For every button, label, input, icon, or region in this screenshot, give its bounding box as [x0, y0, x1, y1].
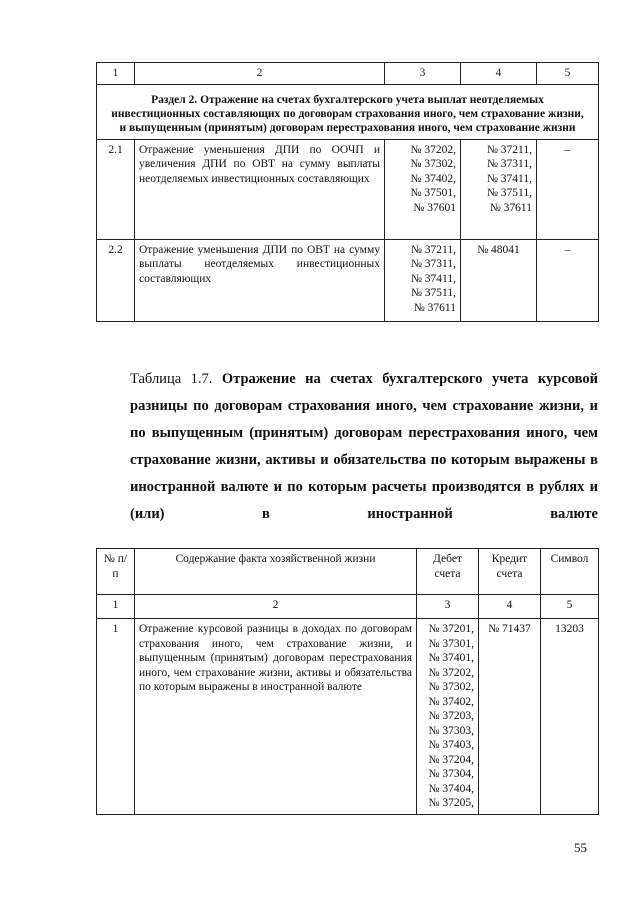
account-number: № 37402,: [410, 172, 456, 185]
row-number: 1: [97, 619, 135, 815]
row-number: 2.1: [97, 139, 135, 239]
account-number: № 37311,: [486, 158, 532, 170]
column-number: 2: [135, 63, 385, 85]
debit-accounts: [417, 619, 479, 815]
credit-accounts: [461, 139, 537, 239]
account-number: № 37202,: [428, 666, 474, 679]
column-number-row: [97, 63, 599, 85]
column-header-row: [97, 549, 599, 595]
table-1-7: [96, 548, 599, 815]
debit-accounts: [385, 239, 461, 321]
account-number: № 37302,: [428, 681, 474, 693]
account-number: № 37204,: [428, 753, 474, 766]
credit-accounts: [461, 239, 537, 321]
account-number: № 37611: [413, 301, 456, 314]
row-content: Отражение уменьшения ДПИ по ОВТ на сумму выплаты неотделяемых инвестиционных составляющих: [135, 239, 385, 321]
table-label: Таблица 1.7.: [130, 371, 213, 387]
column-header-debit: Дебет счета: [417, 549, 479, 595]
account-number: № 48041: [477, 243, 520, 256]
account-number: № 71437: [488, 623, 531, 635]
column-number: 4: [461, 63, 537, 85]
account-number: № 37402,: [428, 695, 474, 708]
account-number: № 37401,: [428, 652, 474, 664]
account-number: № 37203,: [428, 710, 474, 722]
account-number: № 37302,: [410, 158, 456, 170]
account-number: № 37511,: [410, 287, 456, 299]
column-number: 3: [385, 63, 461, 85]
account-number: № 37601: [413, 201, 456, 214]
table-row: [97, 139, 599, 239]
account-number: № 37311,: [410, 258, 456, 270]
row-content: Отражение уменьшения ДПИ по ООЧП и увеличения ДПИ по ОВТ на сумму выплаты неотделяемых инвестиционных составляющих: [135, 139, 385, 239]
account-number: № 37411,: [410, 272, 456, 285]
column-number: 1: [97, 63, 135, 85]
row-number: 2.2: [97, 239, 135, 321]
column-number: 4: [479, 595, 541, 619]
account-number: № 37201,: [428, 623, 474, 635]
account-number: № 37411,: [486, 172, 532, 185]
table-row: [97, 619, 599, 815]
account-number: № 37202,: [410, 143, 456, 156]
account-number: № 37403,: [428, 739, 474, 751]
column-header-content: Содержание факта хозяйственной жизни: [135, 549, 417, 595]
symbol: 13203: [541, 619, 599, 815]
account-number: № 37303,: [428, 724, 474, 737]
column-header-symbol: Символ: [541, 549, 599, 595]
column-number: 5: [541, 595, 599, 619]
account-number: № 37211,: [486, 143, 532, 156]
account-number: № 37404,: [428, 782, 474, 795]
table-section-2: [96, 62, 599, 322]
row-content: Отражение курсовой разницы в доходах по договорам страхования иного, чем страхование жизни, и выпущенным (принятым) договорам перестрахования иного, чем страхование жизни, активы и обязательства по которым выражены в иностранной валюте: [135, 619, 417, 815]
debit-accounts: [385, 139, 461, 239]
column-number-row: [97, 595, 599, 619]
account-number: № 37304,: [428, 768, 474, 780]
account-number: № 37301,: [428, 637, 474, 650]
column-number: 3: [417, 595, 479, 619]
column-header-credit: Кредит счета: [479, 549, 541, 595]
account-number: № 37211,: [410, 243, 456, 256]
table-title: Отражение на счетах бухгалтерского учета курсовой разницы по договорам страхования иного, чем страхование жизни, и по выпущенным (принятым) договорам перестрахования иного, чем страхование жизни, активы и обязательства по которым выражены в иностранной валюте и по которым расчеты производятся в рублях и (или) в иностранной валюте: [130, 371, 598, 522]
table-row: [97, 239, 599, 321]
account-number: № 37511,: [486, 187, 532, 199]
symbol: –: [537, 139, 599, 239]
account-number: № 37611: [489, 201, 532, 214]
column-number: 1: [97, 595, 135, 619]
column-number: 2: [135, 595, 417, 619]
column-number: 5: [537, 63, 599, 85]
symbol: –: [537, 239, 599, 321]
account-number: № 37501,: [410, 187, 456, 199]
account-number: № 37205,: [428, 797, 474, 809]
credit-accounts: [479, 619, 541, 815]
table-caption: [130, 366, 598, 528]
section-title: Раздел 2. Отражение на счетах бухгалтерского учета выплат неотделяемых инвестиционных составляющих по договорам страхования иного, чем страхование жизни, и выпущенным (принятым) договорам перестрахования иного, чем страхование жизни: [97, 84, 599, 139]
page-number: 55: [574, 840, 587, 855]
column-header-number: № п/п: [97, 549, 135, 595]
section-header-row: [97, 84, 599, 139]
